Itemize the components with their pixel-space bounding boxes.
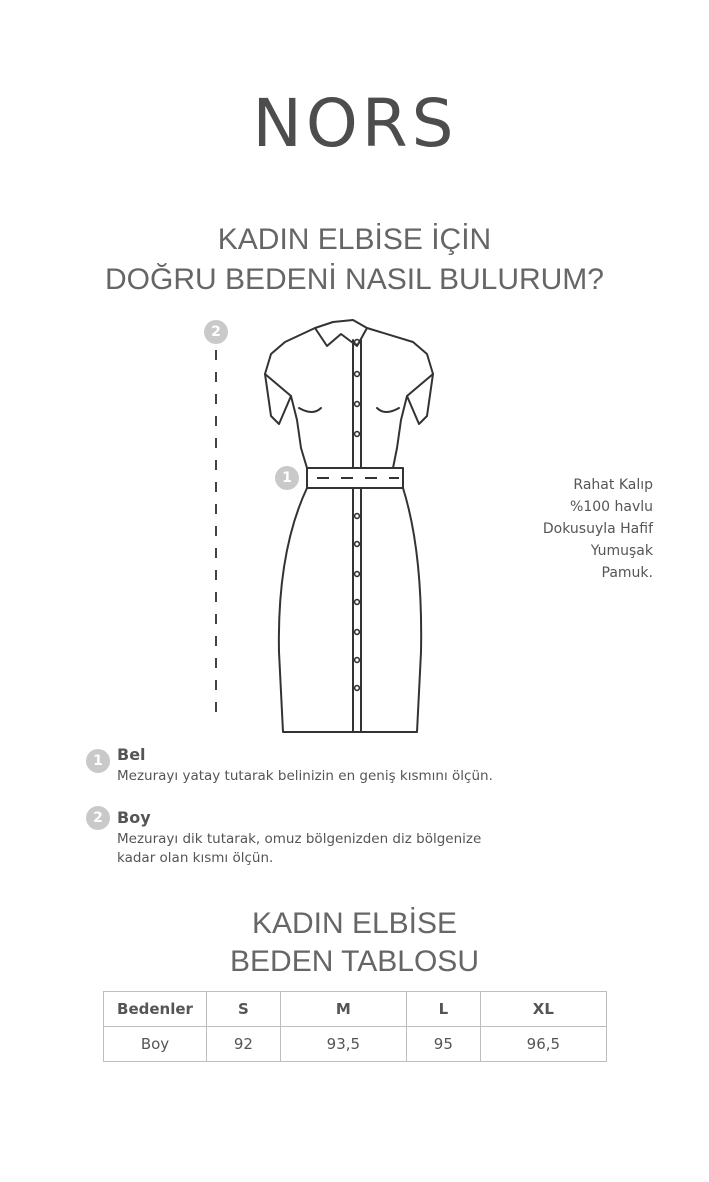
button-placket <box>353 340 361 732</box>
buttons <box>355 340 360 691</box>
brand-logo <box>0 84 709 180</box>
measure-2-badge: 2 <box>86 806 110 830</box>
measure-1-description: Mezurayı yatay tutarak belinizin en geniş kısmını ölçün. <box>117 768 493 784</box>
logo-text: NORS <box>251 85 458 162</box>
page-title-line2: DOĞRU BEDENİ NASIL BULURUM? <box>105 263 604 296</box>
length-measure-line <box>210 346 222 726</box>
product-note-line: Yumuşak <box>590 543 653 559</box>
table-cell: 95 <box>406 1027 480 1062</box>
product-note-line: %100 havlu <box>570 499 653 515</box>
table-title-line2: BEDEN TABLOSU <box>230 945 479 978</box>
table-header-cell: XL <box>480 992 606 1027</box>
table-header-cell: S <box>207 992 281 1027</box>
measure-1-title: Bel <box>117 745 146 764</box>
page-title-line1: KADIN ELBİSE İÇİN <box>217 223 492 256</box>
table-cell: 96,5 <box>480 1027 606 1062</box>
table-header-cell: L <box>406 992 480 1027</box>
product-note <box>543 474 653 584</box>
measure-1-badge: 1 <box>86 749 110 773</box>
product-note-line: Pamuk. <box>601 565 653 581</box>
table-header-cell: M <box>280 992 406 1027</box>
product-note-line: Rahat Kalıp <box>573 477 653 493</box>
logo-wordmark <box>205 84 505 164</box>
table-header-cell: Bedenler <box>104 992 207 1027</box>
product-note-line: Dokusuyla Hafif <box>542 521 653 537</box>
table-header-row <box>104 992 607 1027</box>
length-marker-badge: 2 <box>204 320 228 344</box>
size-table <box>103 991 607 1062</box>
table-row-label: Boy <box>104 1027 207 1062</box>
table-cell: 93,5 <box>280 1027 406 1062</box>
measure-2-description-line2: kadar olan kısmı ölçün. <box>117 850 274 866</box>
dress-illustration <box>195 312 455 737</box>
measure-2-title: Boy <box>117 808 151 827</box>
skirt <box>279 488 421 732</box>
table-title-line1: KADIN ELBİSE <box>251 907 458 940</box>
waist-marker-badge: 1 <box>275 466 299 490</box>
table-cell: 92 <box>207 1027 281 1062</box>
measure-2-description-line1: Mezurayı dik tutarak, omuz bölgenizden diz bölgenize <box>117 831 482 847</box>
bodice <box>265 328 433 468</box>
table-row <box>104 1027 607 1062</box>
